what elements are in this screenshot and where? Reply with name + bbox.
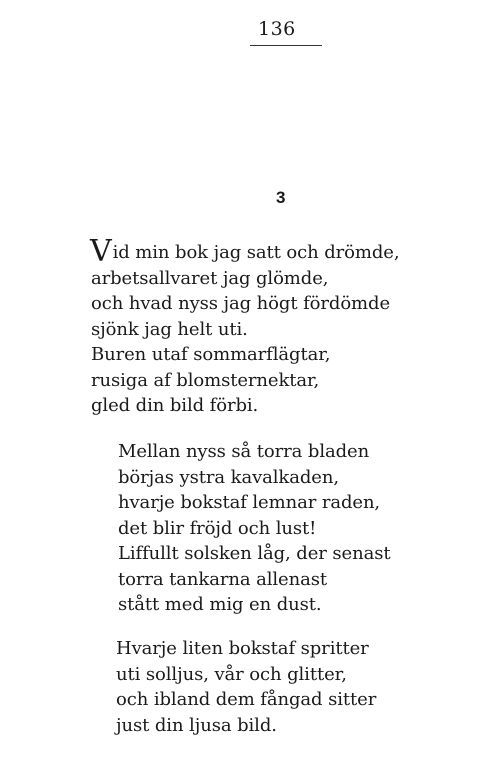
poem-line: det blir fröjd och lust! bbox=[118, 517, 317, 539]
stanza-2 bbox=[118, 439, 390, 618]
stanza-1 bbox=[90, 234, 400, 419]
poem-line bbox=[90, 234, 400, 269]
poem-line: Liffullt solsken låg, der senast bbox=[118, 543, 391, 564]
drop-cap-initial: V bbox=[90, 234, 112, 269]
poem-line: just din ljusa bild. bbox=[116, 714, 277, 736]
poem-line: torra tankarna allenast bbox=[118, 568, 327, 590]
poem-line: och ibland dem fångad sitter bbox=[116, 689, 377, 710]
poem-line: arbetsallvaret jag glömde, bbox=[91, 267, 329, 289]
poem-line: börjas ystra kavalkaden, bbox=[118, 466, 339, 488]
poem-line: gled din bild förbi. bbox=[91, 395, 259, 416]
first-line-text: id min bok jag satt och drömde, bbox=[112, 242, 400, 263]
section-number: 3 bbox=[276, 188, 286, 207]
poem-line: Buren utaf sommarflägtar, bbox=[91, 344, 331, 365]
page-number: 136 bbox=[258, 18, 296, 40]
poem-line: rusiga af blomsternektar, bbox=[91, 369, 320, 391]
poem-line: Mellan nyss så torra bladen bbox=[118, 441, 370, 462]
poem-line: och hvad nyss jag högt fördömde bbox=[91, 293, 390, 314]
poem-line: uti solljus, vår och glitter, bbox=[116, 663, 347, 685]
poem-line: sjönk jag helt uti. bbox=[91, 318, 248, 340]
poem-line: hvarje bokstaf lemnar raden, bbox=[118, 492, 381, 513]
poem-line: Hvarje liten bokstaf spritter bbox=[116, 638, 369, 659]
stanza-3 bbox=[116, 636, 376, 738]
poem-line: stått med mig en dust. bbox=[118, 594, 322, 615]
